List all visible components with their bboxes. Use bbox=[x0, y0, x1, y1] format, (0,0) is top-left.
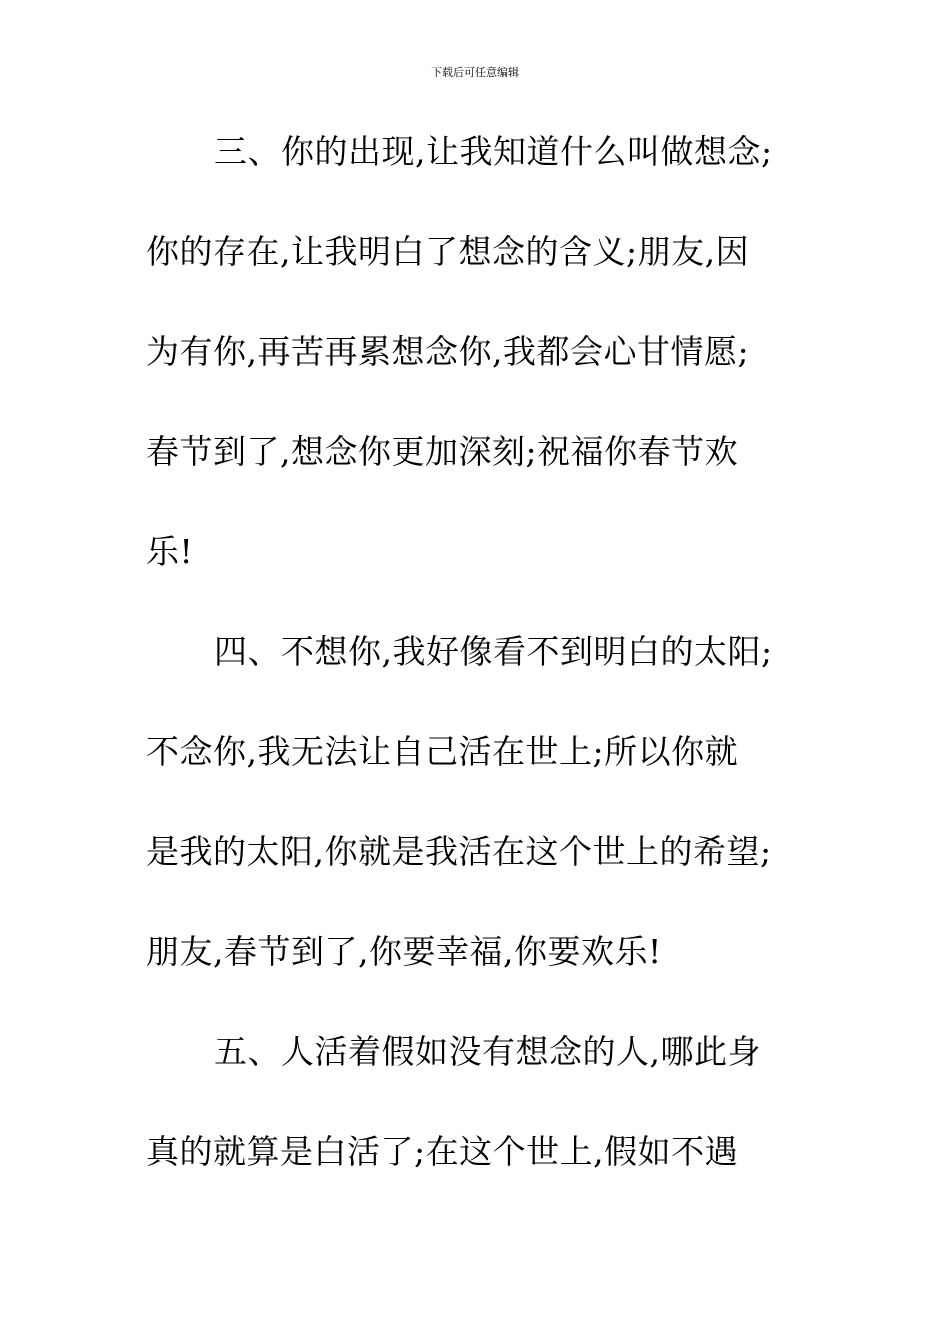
text-line-9: 朋友,春节到了,你要幸福,你要欢乐! bbox=[146, 932, 662, 971]
page-header: 下载后可任意编辑 bbox=[431, 66, 519, 79]
text-line-3: 为有你,再苦再累想念你,我都会心甘情愿; bbox=[146, 332, 750, 371]
text-line-11: 真的就算是白活了;在这个世上,假如不遇 bbox=[146, 1132, 739, 1171]
text-line-4: 春节到了,想念你更加深刻;祝福你春节欢 bbox=[146, 432, 739, 471]
text-line-7: 不念你,我无法让自己活在世上;所以你就 bbox=[146, 732, 739, 771]
text-line-1: 三、你的出现,让我知道什么叫做想念; bbox=[214, 132, 773, 171]
text-line-5: 乐! bbox=[146, 532, 194, 571]
text-line-10: 五、人活着假如没有想念的人,哪此身 bbox=[214, 1032, 761, 1071]
text-line-8: 是我的太阳,你就是我活在这个世上的希望; bbox=[146, 832, 772, 871]
text-line-2: 你的存在,让我明白了想念的含义;朋友,因 bbox=[146, 232, 750, 271]
text-line-6: 四、不想你,我好像看不到明白的太阳; bbox=[214, 632, 773, 671]
